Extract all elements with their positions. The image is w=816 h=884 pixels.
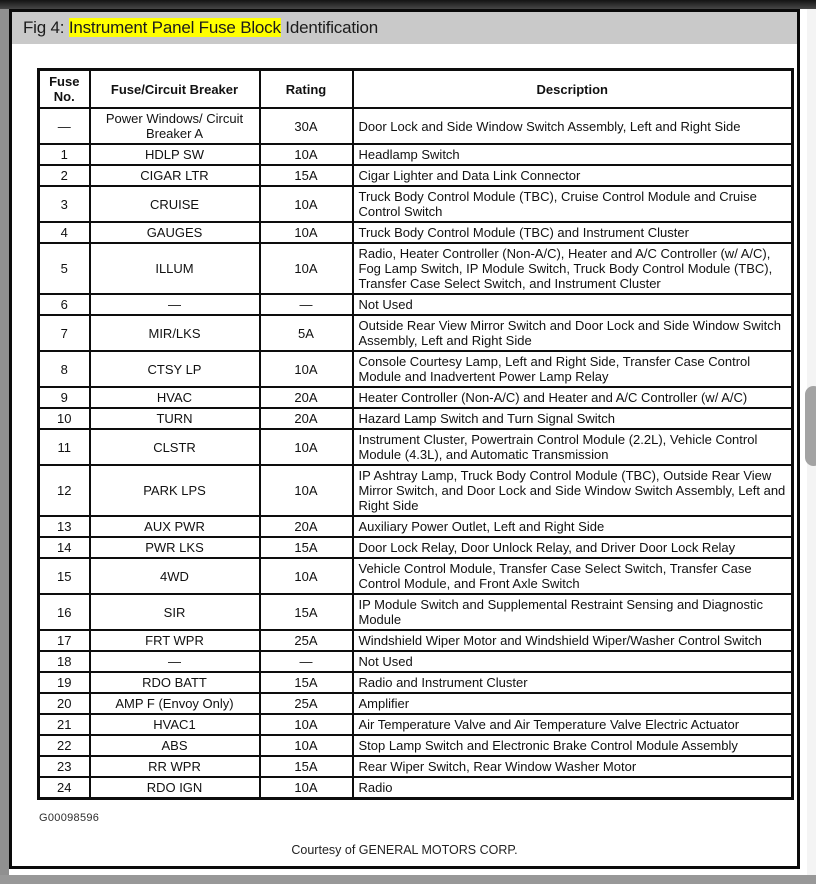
table-row [39,516,793,537]
fuse-no-cell: 9 [39,387,90,408]
fuse-name-cell: PARK LPS [90,465,260,516]
table-row [39,651,793,672]
table-row [39,243,793,294]
rating-cell: 20A [260,408,353,429]
rating-cell: 15A [260,594,353,630]
table-row [39,465,793,516]
fuse-name-cell: RDO BATT [90,672,260,693]
fuse-name-cell: 4WD [90,558,260,594]
fuse-no-cell: — [39,108,90,144]
description-cell: Cigar Lighter and Data Link Connector [353,165,793,186]
description-cell: Not Used [353,651,793,672]
document-page [9,9,800,869]
fuse-no-cell: 4 [39,222,90,243]
scrollbar-track[interactable] [807,9,816,875]
table-row [39,714,793,735]
rating-cell: 10A [260,429,353,465]
description-cell: Radio, Heater Controller (Non-A/C), Heater and A/C Controller (w/ A/C), Fog Lamp Switch, IP Module Switch, Truck Body Control Module (TBC), Transfer Case Select Switch, and Instrument Cluster [353,243,793,294]
fuse-no-cell: 23 [39,756,90,777]
rating-cell: 10A [260,465,353,516]
description-cell: Not Used [353,294,793,315]
rating-cell: 10A [260,144,353,165]
fuse-name-cell: ABS [90,735,260,756]
col-header-rating: Rating [260,70,353,109]
description-cell: Vehicle Control Module, Transfer Case Select Switch, Transfer Case Control Module, and Front Axle Switch [353,558,793,594]
table-header-row [39,70,793,109]
description-cell: Radio [353,777,793,799]
fuse-no-cell: 18 [39,651,90,672]
fuse-name-cell: CIGAR LTR [90,165,260,186]
rating-cell: 20A [260,516,353,537]
window-top-edge [0,0,816,9]
fuse-no-cell: 14 [39,537,90,558]
fuse-name-cell: TURN [90,408,260,429]
fuse-name-cell: HVAC [90,387,260,408]
table-row [39,222,793,243]
fuse-no-cell: 6 [39,294,90,315]
window-left-margin [0,9,9,884]
fuse-name-cell: HDLP SW [90,144,260,165]
rating-cell: 10A [260,222,353,243]
fuse-name-cell: PWR LKS [90,537,260,558]
rating-cell: 10A [260,777,353,799]
rating-cell: 15A [260,537,353,558]
fuse-name-cell: CRUISE [90,186,260,222]
fuse-name-cell: AMP F (Envoy Only) [90,693,260,714]
courtesy-note: Courtesy of GENERAL MOTORS CORP. [291,843,518,857]
fuse-no-cell: 22 [39,735,90,756]
rating-cell: 10A [260,351,353,387]
fuse-no-cell: 2 [39,165,90,186]
window-bottom-margin [0,875,816,884]
table-row [39,351,793,387]
figure-title-suffix: Identification [280,18,378,37]
description-cell: Air Temperature Valve and Air Temperature Valve Electric Actuator [353,714,793,735]
rating-cell: 5A [260,315,353,351]
rating-cell: 30A [260,108,353,144]
fuse-no-cell: 1 [39,144,90,165]
fuse-no-cell: 10 [39,408,90,429]
fuse-no-cell: 21 [39,714,90,735]
rating-cell: 10A [260,243,353,294]
description-cell: Outside Rear View Mirror Switch and Door Lock and Side Window Switch Assembly, Left and Right Side [353,315,793,351]
figure-code: G00098596 [39,812,100,824]
description-cell: Hazard Lamp Switch and Turn Signal Switch [353,408,793,429]
fuse-name-cell: MIR/LKS [90,315,260,351]
fuse-name-cell: FRT WPR [90,630,260,651]
fuse-name-cell: CTSY LP [90,351,260,387]
fuse-no-cell: 3 [39,186,90,222]
fuse-name-cell: HVAC1 [90,714,260,735]
fuse-no-cell: 19 [39,672,90,693]
rating-cell: 10A [260,735,353,756]
description-cell: Heater Controller (Non-A/C) and Heater and A/C Controller (w/ A/C) [353,387,793,408]
table-row [39,315,793,351]
table-row [39,108,793,144]
fuse-name-cell: ILLUM [90,243,260,294]
table-row [39,630,793,651]
fuse-no-cell: 16 [39,594,90,630]
fuse-name-cell: SIR [90,594,260,630]
fuse-name-cell: CLSTR [90,429,260,465]
rating-cell: — [260,294,353,315]
fuse-name-cell: RDO IGN [90,777,260,799]
table-row [39,756,793,777]
fuse-no-cell: 17 [39,630,90,651]
fuse-no-cell: 24 [39,777,90,799]
fuse-no-cell: 11 [39,429,90,465]
fuse-no-cell: 13 [39,516,90,537]
col-header-fuse-circuit-breaker: Fuse/Circuit Breaker [90,70,260,109]
description-cell: Truck Body Control Module (TBC), Cruise Control Module and Cruise Control Switch [353,186,793,222]
fuse-name-cell: Power Windows/ Circuit Breaker A [90,108,260,144]
fuse-name-cell: RR WPR [90,756,260,777]
description-cell: IP Module Switch and Supplemental Restraint Sensing and Diagnostic Module [353,594,793,630]
fuse-no-cell: 7 [39,315,90,351]
fuse-name-cell: — [90,651,260,672]
table-row [39,693,793,714]
rating-cell: 15A [260,672,353,693]
fuse-name-cell: AUX PWR [90,516,260,537]
description-cell: Rear Wiper Switch, Rear Window Washer Motor [353,756,793,777]
rating-cell: 25A [260,693,353,714]
description-cell: Radio and Instrument Cluster [353,672,793,693]
rating-cell: 15A [260,756,353,777]
figure-title-bar [12,12,797,44]
description-cell: Auxiliary Power Outlet, Left and Right Side [353,516,793,537]
description-cell: Headlamp Switch [353,144,793,165]
table-row [39,387,793,408]
fuse-table [37,68,794,800]
description-cell: Instrument Cluster, Powertrain Control Module (2.2L), Vehicle Control Module (4.3L), and Automatic Transmission [353,429,793,465]
rating-cell: 10A [260,714,353,735]
description-cell: Truck Body Control Module (TBC) and Instrument Cluster [353,222,793,243]
fuse-no-cell: 8 [39,351,90,387]
table-row [39,408,793,429]
fuse-no-cell: 12 [39,465,90,516]
fuse-name-cell: — [90,294,260,315]
description-cell: Door Lock Relay, Door Unlock Relay, and Driver Door Lock Relay [353,537,793,558]
rating-cell: 20A [260,387,353,408]
table-row [39,165,793,186]
fuse-no-cell: 20 [39,693,90,714]
description-cell: Stop Lamp Switch and Electronic Brake Control Module Assembly [353,735,793,756]
description-cell: Windshield Wiper Motor and Windshield Wiper/Washer Control Switch [353,630,793,651]
fuse-table-body [39,108,793,799]
table-row [39,294,793,315]
fuse-no-cell: 15 [39,558,90,594]
table-row [39,144,793,165]
table-row [39,186,793,222]
rating-cell: 10A [260,558,353,594]
rating-cell: 25A [260,630,353,651]
rating-cell: — [260,651,353,672]
description-cell: Console Courtesy Lamp, Left and Right Side, Transfer Case Control Module and Inadvertent Power Lamp Relay [353,351,793,387]
table-row [39,558,793,594]
description-cell: IP Ashtray Lamp, Truck Body Control Module (TBC), Outside Rear View Mirror Switch, and Door Lock and Side Window Switch Assembly, Left and Right Side [353,465,793,516]
fuse-no-cell: 5 [39,243,90,294]
table-row [39,735,793,756]
description-cell: Amplifier [353,693,793,714]
rating-cell: 10A [260,186,353,222]
figure-title-highlight: Instrument Panel Fuse Block [68,18,281,37]
table-row [39,672,793,693]
col-header-description: Description [353,70,793,109]
table-row [39,594,793,630]
rating-cell: 15A [260,165,353,186]
table-row [39,429,793,465]
table-row [39,537,793,558]
fuse-name-cell: GAUGES [90,222,260,243]
figure-title-prefix: Fig 4: [23,18,69,37]
col-header-fuse-no: Fuse No. [39,70,90,109]
scrollbar-thumb[interactable] [805,386,816,466]
table-row [39,777,793,799]
description-cell: Door Lock and Side Window Switch Assembly, Left and Right Side [353,108,793,144]
